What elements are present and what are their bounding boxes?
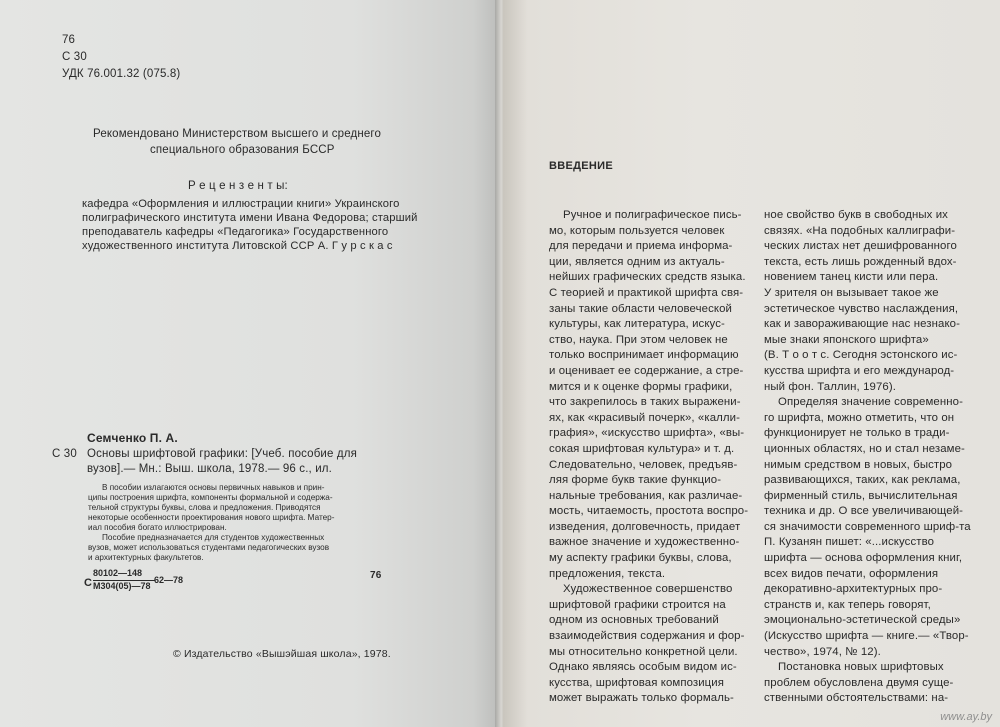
index-numerator: 80102—148 xyxy=(93,568,143,578)
col2-line: ся значимости современного шриф-та xyxy=(764,520,971,533)
catalog-line-2: вузов].— Мн.: Выш. школа, 1978.— 96 с., ил. xyxy=(87,463,333,475)
index-suffix: 62—78 xyxy=(154,575,184,585)
col2-line: ное свойство букв в свободных их xyxy=(764,209,948,221)
col2-line: го шрифта, можно отметить, что он xyxy=(764,411,955,424)
reviewers-heading: Р е ц е н з е н т ы: xyxy=(188,180,288,192)
col2-line: эмоционально-эстетической среды» xyxy=(764,614,961,627)
udc-line-2: С 30 xyxy=(62,51,87,63)
col2-line: нимым средством в новых, быстро xyxy=(764,458,953,471)
col1-line: предложения, текста. xyxy=(549,567,666,580)
copyright-line: © Издательство «Вышэйшая школа», 1978. xyxy=(173,648,391,660)
abstract-line-2: ципы построения шрифта, компоненты формальной и содержа- xyxy=(88,493,333,502)
col1-line: нальные требования, как различае- xyxy=(549,489,743,502)
col1-line: важное значение и художественно- xyxy=(549,536,740,549)
reviewers-line-4: художественного института Литовской ССР А. Г у р с к а с xyxy=(82,240,393,252)
col1-line: изведения, долговечность, придает xyxy=(549,520,741,533)
index-denominator: М304(05)—78 xyxy=(93,581,151,591)
catalog-code: С 30 xyxy=(52,448,77,460)
col2-line: П. Кузанян пишет: «...искусство xyxy=(764,536,935,549)
col1-line: может выражать только формаль- xyxy=(549,692,734,705)
text-column-2 xyxy=(764,208,974,707)
reviewers-line-1: кафедра «Оформления и иллюстрации книги» Украинского xyxy=(82,198,400,210)
col1-line: что закрепилось в таких выражени- xyxy=(549,396,741,409)
col1-line: Художественное совершенство xyxy=(563,583,733,596)
col2-line: (Искусство шрифта — книге.— «Твор- xyxy=(764,630,969,643)
reviewers-line-3: преподаватель кафедры «Педагогика» Государственного xyxy=(82,226,389,238)
col2-line: эстетическое чувство наслаждения, xyxy=(764,302,959,315)
abstract-line-6: Пособие предназначается для студентов художественных xyxy=(102,533,325,542)
col1-line: графия», «искусство шрифта», «вы- xyxy=(549,427,745,440)
recommendation-line-2: специального образования БССР xyxy=(150,144,335,156)
col2-line: чество», 1974, № 12). xyxy=(764,645,881,658)
col2-line: Определяя значение современно- xyxy=(778,396,963,409)
col1-line: мится и к оценке формы графики, xyxy=(549,380,733,393)
col1-line: ство, наука. При этом человек не xyxy=(549,333,728,346)
abstract-line-5: иал пособия богато иллюстрирован. xyxy=(88,523,227,532)
col1-line: для передачи и приема информа- xyxy=(549,240,733,253)
udc-line-1: 76 xyxy=(62,34,76,46)
col1-line: и оценивает ее содержание, а стре- xyxy=(549,364,744,377)
col2-line: текста, есть лишь рожденный вдох- xyxy=(764,255,957,268)
index-right-number: 76 xyxy=(370,570,382,581)
col1-line: С теорией и практикой шрифта свя- xyxy=(549,286,744,299)
col1-line: кусства, шрифтовая композиция xyxy=(549,676,725,689)
col2-line: ственными обстоятельствами: на- xyxy=(764,692,949,705)
introduction-heading: ВВЕДЕНИЕ xyxy=(549,160,613,172)
catalog-line-1: Основы шрифтовой графики: [Учеб. пособие для xyxy=(87,448,357,460)
col2-line: Постановка новых шрифтовых xyxy=(778,661,944,674)
abstract-line-1: В пособии излагаются основы первичных навыков и прин- xyxy=(102,483,325,492)
abstract-line-3: тельной структуры буквы, слова и предложения. Приводятся xyxy=(88,503,321,512)
col2-line: ный фон. Таллин, 1976). xyxy=(764,380,896,393)
col2-line: декоративно-архитектурных про- xyxy=(764,583,943,596)
col1-line: взаимодействия содержания и фор- xyxy=(549,630,745,643)
col2-line: странств и, как теперь говорят, xyxy=(764,598,931,611)
col2-line: шрифта — основа оформления книг, xyxy=(764,552,963,565)
col1-line: нейших графических средств языка. xyxy=(549,271,746,284)
text-column-1 xyxy=(549,208,754,707)
col1-line: мы относительно конкретной цели. xyxy=(549,645,738,658)
col1-line: ции, является одним из актуаль- xyxy=(549,255,725,268)
watermark: www.ay.by xyxy=(940,711,992,723)
abstract-line-4: некоторые особенности проектирования нового шрифта. Матер- xyxy=(88,513,335,522)
col1-line: мо, которым пользуется человек xyxy=(549,224,725,237)
col2-line: техника и др. О все увеличивающей- xyxy=(764,505,964,518)
col2-line: У зрителя он вызывает такое же xyxy=(764,286,939,299)
col1-line: только воспринимает информацию xyxy=(549,349,739,362)
index-letter: С xyxy=(84,577,93,589)
col2-line: фирменный стиль, вычислительная xyxy=(764,489,958,502)
col2-line: связях. «На подобных каллиграфи- xyxy=(764,224,956,237)
col2-line: проблем обусловлена двумя суще- xyxy=(764,676,954,689)
col2-line: новением танец кисти или пера. xyxy=(764,271,939,284)
col1-line: заны такие области человеческой xyxy=(549,302,732,315)
col2-line: развивающихся, таких, как реклама, xyxy=(764,474,961,487)
col1-line: му аспекту графики буквы, слова, xyxy=(549,552,732,565)
col1-line: ях, как «красивый почерк», «калли- xyxy=(549,411,740,424)
col1-line: ляя форме букв такие функцио- xyxy=(549,474,722,487)
col2-line: ционных областях, но и стал незаме- xyxy=(764,442,965,455)
col2-line: ческих листах нет дешифрованного xyxy=(764,240,957,253)
col2-line: функционирует не только в тради- xyxy=(764,427,950,440)
col2-line: мые знаки японского шрифта» xyxy=(764,333,929,346)
col2-line: кусства шрифта и его международ- xyxy=(764,364,955,377)
col1-line: шрифтовой графики строится на xyxy=(549,598,726,611)
col1-line: Ручное и полиграфическое пись- xyxy=(563,209,742,221)
col1-line: культуры, как литература, искус- xyxy=(549,318,725,331)
col1-line: сокая шрифтовая культура» и т. д. xyxy=(549,442,735,455)
col1-line: Однако являясь особым видом ис- xyxy=(549,661,737,674)
col2-line: (В. Т о о т с. Сегодня эстонского ис- xyxy=(764,349,958,362)
right-page xyxy=(503,0,1000,727)
col2-line: как и завораживающие нас незнако- xyxy=(764,318,960,331)
reviewers-line-2: полиграфического института имени Ивана Федорова; старший xyxy=(82,212,418,224)
col2-line: всех видов печати, оформления xyxy=(764,567,939,580)
udc-line-3: УДК 76.001.32 (075.8) xyxy=(62,68,181,80)
abstract-line-8: и архитектурных факультетов. xyxy=(88,553,204,562)
col1-line: мость, читаемость, простота воспро- xyxy=(549,505,749,518)
catalog-author: Семченко П. А. xyxy=(87,431,178,445)
col1-line: одном из основных требований xyxy=(549,614,719,627)
abstract-line-7: вузов, может использоваться студентами педагогических вузов xyxy=(88,543,330,552)
col1-line: Следовательно, человек, предъяв- xyxy=(549,458,738,471)
recommendation-line-1: Рекомендовано Министерством высшего и среднего xyxy=(93,128,382,140)
